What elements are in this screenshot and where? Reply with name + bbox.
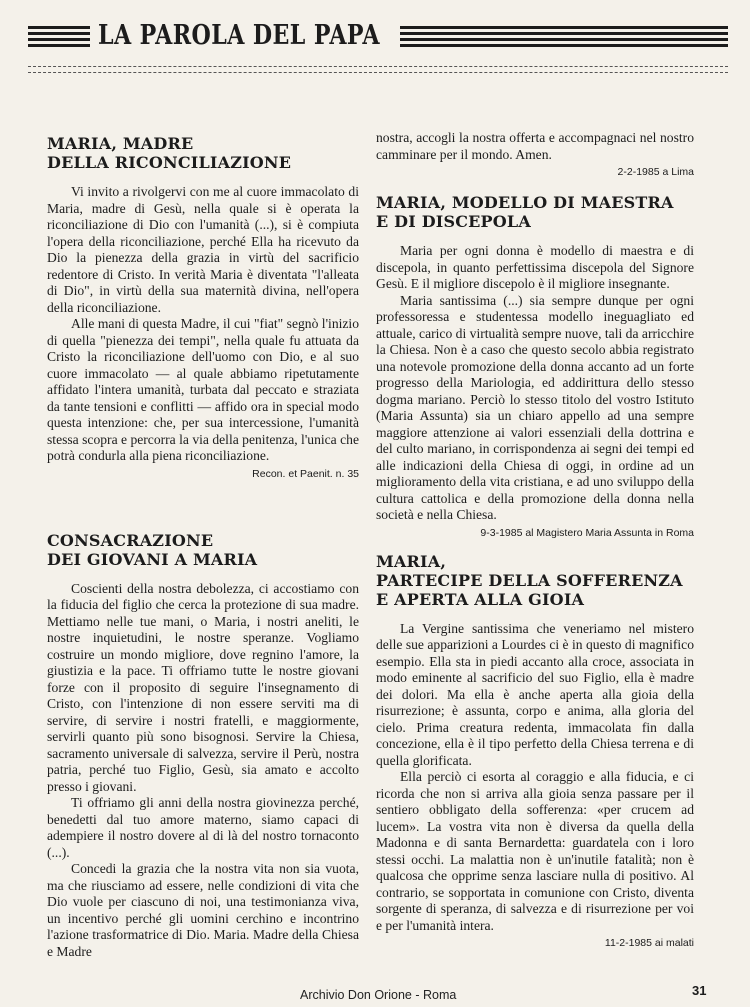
header-rule-right [400, 26, 728, 52]
article-title: MARIA, MODELLO DI MAESTRA E DI DISCEPOLA [376, 193, 674, 231]
header-rule-left [28, 26, 90, 52]
header-divider [28, 66, 728, 67]
paragraph: La Vergine santissima che veneriamo nel mistero delle sue apparizioni a Lourdes ci è in questo di magnifico esempio. Ella sta in piedi accanto alla croce, associata in modo eminente al sacrificio del suo Figlio, ella è madre dei dolori. Ma ella è anche aperta alla gioia della risurrezione; è assunta, corpo e anima, alla gloria del cielo. Prima creatura redenta, immacolata fin dalla concezione, ella è il tipo perfetto della Chiesa terrena e di quella glorificata. [376, 620, 694, 768]
article-title: MARIA, MADRE DELLA RICONCILIAZIONE [47, 134, 292, 172]
paragraph: Coscienti della nostra debolezza, ci accostiamo con la fiducia del figlio che cerca la protezione di sua madre. Mettiamo nelle tue mani, o Maria, i nostri aneliti, le nostre inquietudini, le nostre speranze. Vogliamo costruire un mondo migliore, dove regnino l'amore, la giustizia e la pace. Ti offriamo tutte le nostre giovani forze con il proposito di seguire l'insegnamento di Cristo, con l'intenzione di non essere serviti ma di servire, di servire i nostri fratelli, e maggiormente, servirli quanto più sono bisognosi. Servire la Chiesa, sacramento universale di salvezza, servire il Perù, nostra patria, perché tuo Figlio, Gesù, sia amato e accolto presso i giovani. [47, 580, 359, 794]
paragraph: Maria santissima (...) sia sempre dunque per ogni professoressa e studentessa modello ineguagliato ed attuale, carico di virtualità sempre nuove, tali da arricchire la Chiesa. Non è a caso che questo secolo abbia registrato una notevole promozione della donna accanto ad un forte progresso della Mariologia, ed addirittura dello stesso dogma mariano. Perciò lo stesso titolo del vostro Istituto (Maria Assunta) sia un chiaro appello ad una sempre maggiore attenzione ai valori essenziali della dottrina e del culto mariano, in corrispondenza ai segni dei tempi ed alle indicazioni della Chiesa di oggi, in ordine ad un miglioramento della vita cristiana, e ad uno sviluppo della cultura cattolica e della promozione della donna nella società e nella Chiesa. [376, 292, 694, 522]
page-header [28, 18, 728, 62]
paragraph: Vi invito a rivolgervi con me al cuore immacolato di Maria, madre di Gesù, nella quale si è operata la riconciliazione di Dio con l'umanità (...), si è compiuta l'opera della riconciliazione, perché Ella ha ricevuto da Dio la pienezza della grazia in virtù del sacrificio redentore di Cristo. In verità Maria è diventata "l'alleata di Dio", in virtù della sua maternità divina, nell'opera della riconciliazione. [47, 184, 359, 315]
paragraph: Maria per ogni donna è modello di maestra e di discepola, in quanto perfettissima discepola del Signore Gesù. E il migliore discepolo è il migliore insegnante. [376, 243, 694, 291]
article-partecipe-sofferenza [376, 552, 694, 951]
paragraph: Ella perciò ci esorta al coraggio e alla fiducia, e ci ricorda che non si arriva alla gioia senza passare per il sentiero obbligato della sofferenza: «per crucem ad lucem». La vostra vita non è diversa da quella della Madonna e di santa Bernardetta: guardatela con i loro stessi occhi. La malattia non è un'inutile fatalità; non è qualcosa che opprime senza lasciare nulla di positivo. Al contrario, se sopportata in comunione con Cristo, diventa sorgente di speranza, di salvezza e di risurrezione per voi e per l'umanità intera. [376, 769, 694, 933]
source-citation: 2-2-1985 a Lima [617, 166, 694, 178]
paragraph-continued: nostra, accogli la nostra offerta e accompagnaci nel nostro camminare per il mondo. Amen. [376, 130, 694, 162]
source-citation: 9-3-1985 al Magistero Maria Assunta in Roma [480, 526, 694, 539]
header-title: LA PAROLA DEL PAPA [98, 20, 380, 51]
article-consacrazione [47, 531, 359, 961]
paragraph: Concedi la grazia che la nostra vita non sia vuota, ma che riusciamo ad essere, nelle condizioni di vita che Dio vuole per ciascuno di noi, una testimonianza viva, un incentivo perché gli uomini cerchino e incontrino l'azione trasformatrice di Dio. Maria. Madre della Chiesa e Madre [47, 861, 359, 959]
article-maria-madre [47, 134, 359, 481]
header-divider [28, 72, 728, 73]
source-citation: Recon. et Paenit. n. 35 [252, 467, 359, 480]
source-citation: 11-2-1985 ai malati [604, 937, 694, 949]
left-column [47, 134, 359, 960]
right-column [376, 130, 694, 950]
page-number: 31 [692, 983, 707, 998]
article-title: CONSACRAZIONE DEI GIOVANI A MARIA [47, 530, 258, 569]
article-modello-maestra [376, 193, 694, 540]
article-title: MARIA, PARTECIPE DELLA SOFFERENZA E APERTA ALLA GIOIA [376, 551, 683, 609]
archive-footer: Archivio Don Orione - Roma [300, 988, 457, 1002]
paragraph: Alle mani di questa Madre, il cui "fiat" segnò l'inizio di quella "pienezza dei tempi", nella quale fu attuata da Cristo la riconciliazione dell'uomo con Dio, e al suo cuore immacolato — al quale abbiamo ripetutamente affidato l'intera umanità, turbata dal peccato e straziata da tante tensioni e conflitti — affido ora in special modo questa intenzione: che, per sua intercessione, l'umanità stessa scopra e percorra la via della penitenza, l'unica che potrà condurla alla piena riconciliazione. [47, 316, 359, 463]
paragraph: Ti offriamo gli anni della nostra giovinezza perché, benedetti dal tuo amore materno, siamo capaci di adempiere il nostro dovere al di là del nostro tornaconto (...). [47, 795, 359, 860]
